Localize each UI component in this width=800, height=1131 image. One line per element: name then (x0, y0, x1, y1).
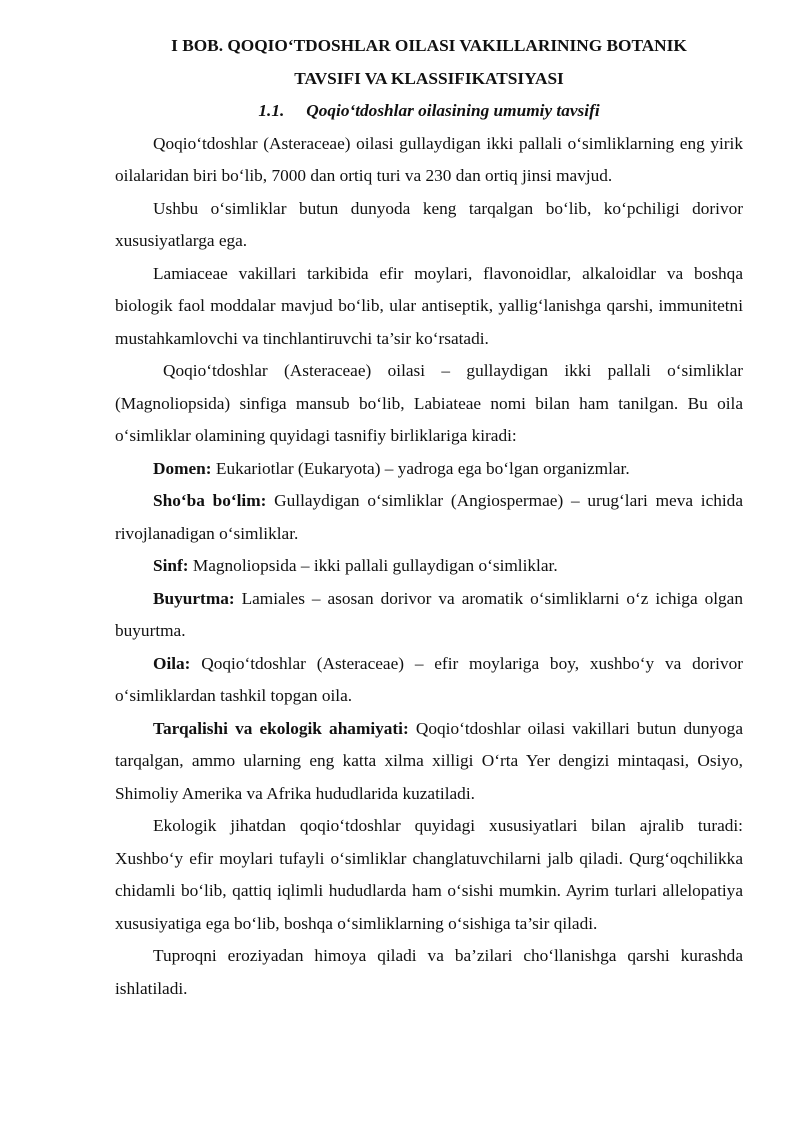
ecology-label: Tarqalishi va ekologik ahamiyati: (153, 718, 409, 738)
paragraph-classification: Qoqio‘tdoshlar (Asteraceae) oilasi – gullaydigan ikki pallali o‘simliklar (Magnoliopsida) sinfiga mansub bo‘lib, Labiateae nomi bilan ham tanilgan. Bu oila o‘simliklar olamining quyidagi tasnifiy birliklariga kiradi: (115, 361, 743, 445)
taxon-family-label: Oila: (153, 653, 191, 673)
document-page (115, 30, 743, 1005)
paragraph-soil-protection: Tuproqni eroziyadan himoya qiladi va ba’zilari cho‘llanishga qarshi kurashda ishlatiladi. (115, 946, 743, 998)
taxon-domain-text: Eukariotlar (Eukaryota) – yadroga ega bo‘lgan organizmlar. (211, 458, 630, 478)
chapter-title-line-1: I BOB. QOQIO‘TDOSHLAR OILASI VAKILLARINING BOTANIK (171, 36, 687, 55)
section-heading (115, 95, 743, 128)
taxon-domain (115, 453, 743, 486)
taxon-order (115, 583, 743, 648)
taxon-division-label: Sho‘ba bo‘lim: (153, 491, 267, 510)
chapter-title-line-2: TAVSIFI VA KLASSIFIKATSIYASI (294, 68, 564, 88)
paragraph-distribution: Ushbu o‘simliklar butun dunyoda keng tarqalgan bo‘lib, ko‘pchiligi dorivor xususiyatlarga ega. (115, 198, 743, 250)
paragraph-intro: Qoqio‘tdoshlar (Asteraceae) oilasi gullaydigan ikki pallali o‘simliklarning eng yirik oilalaridan biri bo‘lib, 7000 dan ortiq turi va 230 dan ortiq jinsi mavjud. (115, 133, 743, 185)
chapter-title (115, 30, 743, 95)
taxon-class-text: Magnoliopsida – ikki pallali gullaydigan o‘simliklar. (188, 556, 558, 575)
paragraph-composition: Lamiaceae vakillari tarkibida efir moylari, flavonoidlar, alkaloidlar va boshqa biologik faol moddalar mavjud bo‘lib, ular antiseptik, yallig‘lanishga qarshi, immunitetni mustahkamlovchi va tinchlantiruvchi ta’sir ko‘rsatadi. (115, 263, 743, 348)
taxon-domain-label: Domen: (153, 458, 212, 478)
taxon-class (115, 550, 743, 583)
taxon-family-text: Qoqio‘tdoshlar (Asteraceae) – efir moylariga boy, xushbo‘y va dorivor o‘simliklardan tashkil topgan oila. (115, 653, 743, 705)
section-number: 1.1. (258, 101, 285, 120)
paragraph-ecology-intro (115, 713, 743, 811)
taxon-family (115, 648, 743, 713)
taxon-division (115, 485, 743, 550)
taxon-division-text: Gullaydigan o‘simliklar (Angiospermae) – urug‘lari meva ichida rivojlanadigan o‘simliklar. (115, 491, 743, 543)
ecology-text: Qoqio‘tdoshlar oilasi vakillari butun dunyoga tarqalgan, ammo ularning eng katta xilma xilligi O‘rta Yer dengizi mintaqasi, Osiyo, Shimoliy Amerika va Afrika hududlarida kuzatiladi. (115, 718, 743, 803)
taxon-class-label: Sinf: (153, 556, 189, 575)
taxon-order-text: Lamiales – asosan dorivor va aromatik o‘simliklarni o‘z ichiga olgan buyurtma. (115, 588, 743, 640)
section-title: Qoqio‘tdoshlar oilasining umumiy tavsifi (306, 101, 600, 120)
paragraph-ecological-features: Ekologik jihatdan qoqio‘tdoshlar quyidagi xususiyatlari bilan ajralib turadi: Xushbo‘y efir moylari tufayli o‘simliklar changlatuvchilarni jalb qiladi. Qurg‘oqchilikka chidamli bo‘lib, qattiq iqlimli hududlarda ham o‘sishi mumkin. Ayrim turlari allelopatiya xususiyatiga ega bo‘lib, boshqa o‘simliklarning o‘sishiga ta’sir qiladi. (115, 816, 743, 933)
taxon-order-label: Buyurtma: (153, 588, 235, 608)
